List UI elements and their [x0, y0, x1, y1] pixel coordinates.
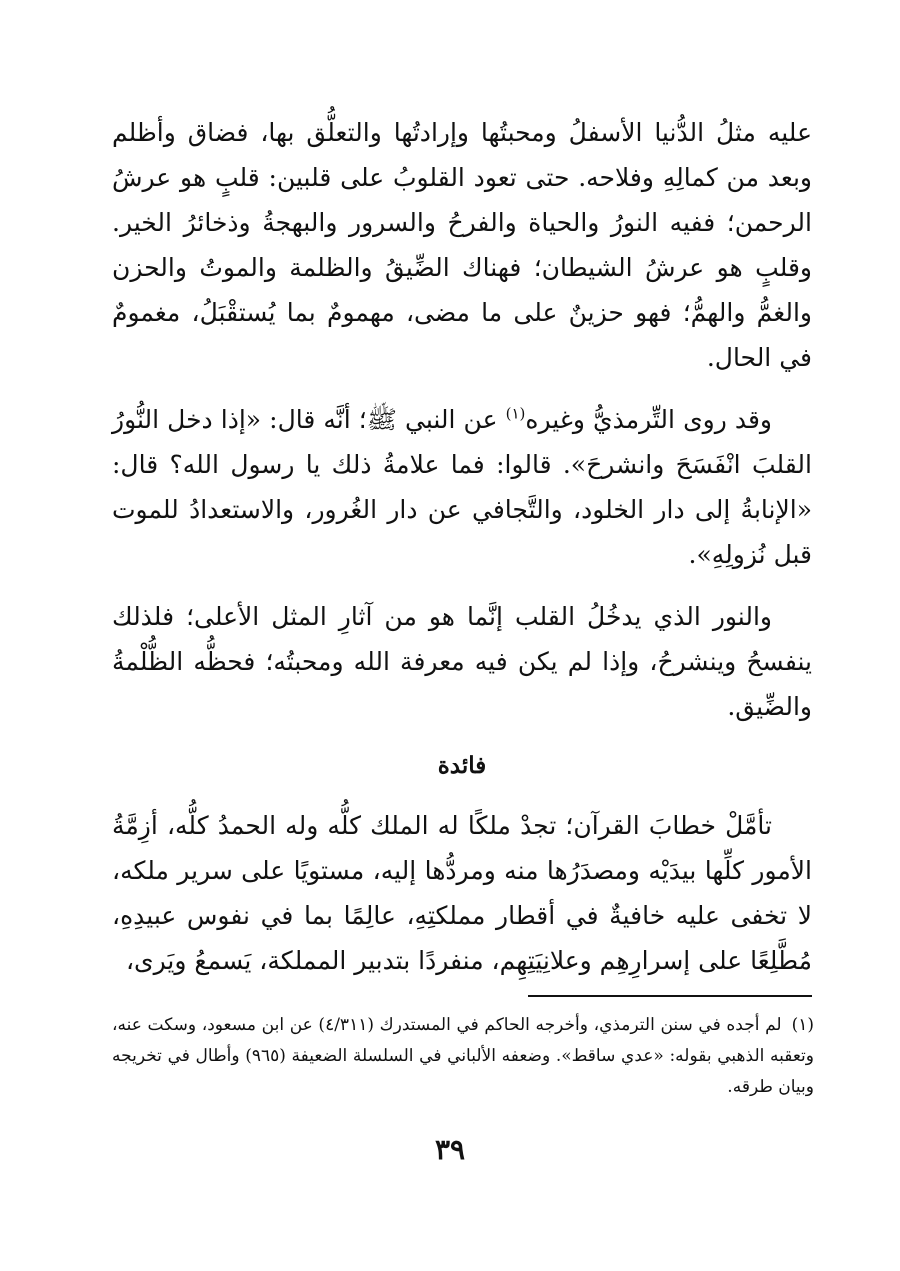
- paragraph-2-text-start: وقد روى التِّرمذيُّ وغيره: [525, 405, 773, 434]
- paragraph-gap: [112, 729, 812, 746]
- footnote-reference: (١): [505, 404, 526, 423]
- paragraph-gap: [112, 786, 812, 803]
- footnote-number: (١): [791, 1015, 814, 1035]
- footnote: [112, 1010, 814, 1103]
- paragraph-4: تأمَّلْ خطابَ القرآن؛ تجدْ ملكًا له الملك كلُّه وله الحمدُ كلُّه، أزِمَّةُ الأمور كلِّها بيدَيْه ومصدَرُها منه ومردُّها إليه، مستويًا على سرير ملكه، لا تخفى عليه خافيةٌ في أقطار مملكتِهِ، عالِمًا بما في نفوس عبيدِهِ، مُطَّلِعًا على إسرارِهِم وعلانِيَتِهِم، منفردًا بتدبير المملكة، يَسمعُ ويَرى،: [112, 811, 812, 975]
- paragraph-2-text-end: عن النبي ﷺ؛ أنَّه قال: «إذا دخل النُّورُ القلبَ انْفَسَحَ وانشرحَ». قالوا: فما علامةُ ذلك يا رسول الله؟ قال: «الإنابةُ إلى دار الخلود، والتَّجافي عن دار الغُرور، والاستعدادُ للموت قبل نُزولِهِ».: [112, 405, 812, 569]
- footnote-text: لم أجده في سنن الترمذي، وأخرجه الحاكم في المستدرك (٤/٣١١) عن ابن مسعود، وسكت عنه، وتعقبه الذهبي بقوله: «عدي ساقط». وضعفه الألباني في السلسلة الضعيفة (٩٦٥) وأطال في تخريجه وبيان طرقه.: [112, 1015, 814, 1097]
- paragraph-gap: [112, 577, 812, 594]
- paragraph-1: عليه مثلُ الدُّنيا الأسفلُ ومحبتُها وإرادتُها والتعلُّق بها، فضاق وأظلم وبعد من كمالِهِ وفلاحه. حتى تعود القلوبُ على قلبين: قلبٍ هو عرشُ الرحمن؛ ففيه النورُ والحياة والفرحُ والسرور والبهجةُ وذخائرُ الخير. وقلبٍ هو عرشُ الشيطان؛ فهناك الضِّيقُ والظلمة والموتُ والحزن والغمُّ والهمُّ؛ فهو حزينٌ على ما مضى، مهمومٌ بما يُستقْبَلُ، مغمومٌ في الحال.: [112, 118, 812, 372]
- paragraph-gap: [112, 380, 812, 397]
- page-body: [112, 110, 812, 983]
- page-number: ٣٩: [434, 1133, 466, 1166]
- section-heading: فائدة: [437, 752, 487, 779]
- footnote-separator: [528, 995, 812, 997]
- paragraph-2: [112, 397, 812, 577]
- paragraph-3: والنور الذي يدخُلُ القلب إنَّما هو من آثارِ المثل الأعلى؛ فلذلك ينفسحُ وينشرحُ، وإذا لم يكن فيه معرفة الله ومحبتُه؛ فحظُّه الظُّلْمةُ والضِّيق.: [112, 602, 812, 721]
